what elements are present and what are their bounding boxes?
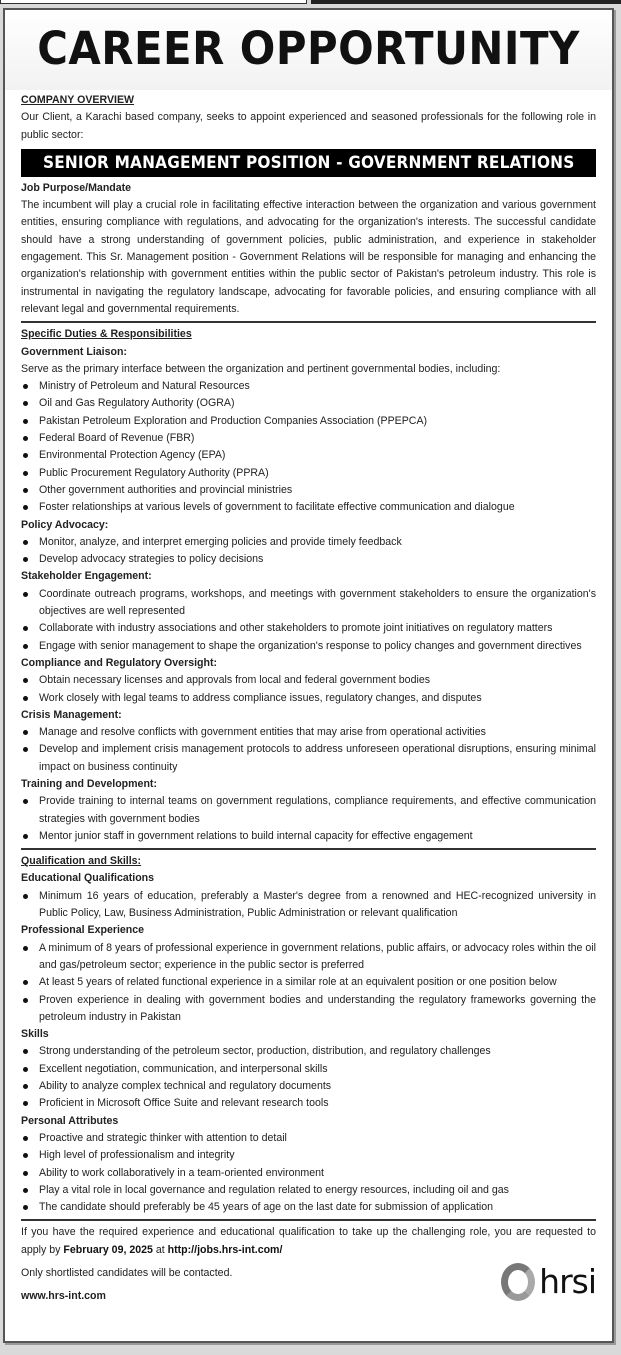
deadline-date: February 09, 2025: [63, 1243, 153, 1256]
list-item: At least 5 years of related functional experience in a similar role at an equivalent position or one position below: [21, 974, 596, 991]
apply-text-mid: at: [152, 1243, 168, 1256]
list-item: Other government authorities and provincial ministries: [21, 482, 596, 499]
government-liaison-list: [21, 378, 596, 516]
personal-attributes-list: [21, 1130, 596, 1216]
list-item: The candidate should preferably be 45 years of age on the last date for submission of application: [21, 1199, 596, 1216]
hrsi-logo: [501, 1263, 596, 1301]
crisis-management-list: [21, 724, 596, 776]
header-band: [5, 10, 612, 90]
apply-url-link[interactable]: http://jobs.hrs-int.com/: [167, 1243, 283, 1256]
list-item: Proactive and strategic thinker with attention to detail: [21, 1130, 596, 1147]
compliance-list: [21, 672, 596, 707]
list-item: Engage with senior management to shape the organization's response to policy changes and government directives: [21, 638, 596, 655]
list-item: Play a vital role in local governance and regulation related to energy resources, including oil and gas: [21, 1182, 596, 1199]
personal-attributes-heading: Personal Attributes: [21, 1114, 119, 1127]
footer: [21, 1259, 596, 1306]
top-strip-right: [311, 0, 621, 4]
list-item: Obtain necessary licenses and approvals from local and federal government bodies: [21, 672, 596, 689]
apply-text: If you have the required experience and educational qualification to take up the challenging role, you are requested to apply by: [21, 1226, 596, 1256]
divider: [21, 848, 596, 850]
list-item: Foster relationships at various levels of government to facilitate effective communication and dialogue: [21, 499, 596, 516]
duties-heading: Specific Duties & Responsibilities: [21, 328, 192, 341]
compliance-heading: Compliance and Regulatory Oversight:: [21, 656, 218, 669]
position-banner: [21, 149, 596, 177]
policy-advocacy-list: [21, 534, 596, 569]
government-liaison-heading: Government Liaison:: [21, 345, 127, 358]
job-advertisement: [3, 8, 614, 1343]
education-list: [21, 888, 596, 923]
list-item: Work closely with legal teams to address compliance issues, regulatory changes, and disputes: [21, 690, 596, 707]
list-item: Proficient in Microsoft Office Suite and relevant research tools: [21, 1095, 596, 1112]
list-item: Ability to analyze complex technical and regulatory documents: [21, 1078, 596, 1095]
company-overview-heading: COMPANY OVERVIEW: [21, 94, 135, 106]
list-item: A minimum of 8 years of professional experience in government relations, public affairs, or advocacy roles within the oil and gas/petroleum sector; experience in the public sector is preferred: [21, 940, 596, 975]
list-item: Oil and Gas Regulatory Authority (OGRA): [21, 395, 596, 412]
list-item: Strong understanding of the petroleum sector, production, distribution, and regulatory challenges: [21, 1043, 596, 1060]
list-item: Ability to work collaboratively in a team-oriented environment: [21, 1165, 596, 1182]
list-item: Coordinate outreach programs, workshops, and meetings with government stakeholders to ensure the organization's objectives are well represented: [21, 586, 596, 621]
job-purpose-heading: Job Purpose/Mandate: [21, 181, 132, 194]
government-liaison-intro: Serve as the primary interface between the organization and pertinent governmental bodies, including:: [21, 362, 501, 375]
list-item: Excellent negotiation, communication, and interpersonal skills: [21, 1061, 596, 1078]
list-item: High level of professionalism and integrity: [21, 1147, 596, 1164]
divider: [21, 321, 596, 323]
experience-list: [21, 940, 596, 1026]
ad-content: [21, 92, 596, 1306]
list-item: Minimum 16 years of education, preferably a Master's degree from a renowned and HEC-recognized university in Public Policy, Law, Business Administration, Public Administration or relevant qualification: [21, 888, 596, 923]
list-item: Collaborate with industry associations and other stakeholders to promote joint initiatives on regulatory matters: [21, 620, 596, 637]
stakeholder-engagement-list: [21, 586, 596, 655]
stakeholder-engagement-heading: Stakeholder Engagement:: [21, 570, 152, 583]
list-item: Develop and implement crisis management protocols to address unforeseen operational disruptions, ensuring minimal impact on business continuity: [21, 741, 596, 776]
list-item: Develop advocacy strategies to policy decisions: [21, 551, 596, 568]
crisis-management-heading: Crisis Management:: [21, 708, 122, 721]
experience-heading: Professional Experience: [21, 924, 145, 937]
qualifications-heading: Qualification and Skills:: [21, 855, 142, 868]
skills-list: [21, 1043, 596, 1112]
list-item: Monitor, analyze, and interpret emerging policies and provide timely feedback: [21, 534, 596, 551]
top-strip-left: [0, 0, 307, 4]
skills-heading: Skills: [21, 1028, 49, 1041]
ring-logo-icon: [501, 1263, 535, 1301]
training-list: [21, 793, 596, 845]
shortlist-note: Only shortlisted candidates will be contacted.: [21, 1267, 233, 1279]
company-overview-text: Our Client, a Karachi based company, seeks to appoint experienced and seasoned professionals for the following role in public sector:: [21, 111, 596, 141]
list-item: Manage and resolve conflicts with government entities that may arise from operational activities: [21, 724, 596, 741]
job-purpose-text: The incumbent will play a crucial role in facilitating effective interaction between the organization and various government entities, ensuring compliance with regulations, and advocating for the organization's interests. The successful candidate should have a strong understanding of government policies, public administration, and experience in stakeholder engagement. This Sr. Management position - Government Relations will be responsible for managing and enhancing the organization's relationship with government entities within the public sector of Pakistan's petroleum industry. This role is instrumental in navigating the regulatory landscape, advocating for favorable policies, and ensuring compliance with all relevant legal and governmental requirements.: [21, 199, 596, 315]
website-link[interactable]: www.hrs-int.com: [21, 1290, 106, 1303]
page-title: CAREER OPPORTUNITY: [37, 22, 580, 75]
apply-instructions: [21, 1224, 596, 1259]
education-heading: Educational Qualifications: [21, 872, 155, 885]
logo-text: hrsi: [539, 1262, 596, 1301]
list-item: Mentor junior staff in government relations to build internal capacity for effective engagement: [21, 828, 596, 845]
policy-advocacy-heading: Policy Advocacy:: [21, 518, 109, 531]
list-item: Ministry of Petroleum and Natural Resources: [21, 378, 596, 395]
training-heading: Training and Development:: [21, 777, 157, 790]
top-strip: [0, 0, 621, 6]
list-item: Public Procurement Regulatory Authority (PPRA): [21, 465, 596, 482]
divider: [21, 1219, 596, 1221]
list-item: Provide training to internal teams on government regulations, compliance requirements, and effective communication strategies with government bodies: [21, 793, 596, 828]
list-item: Pakistan Petroleum Exploration and Production Companies Association (PPEPCA): [21, 413, 596, 430]
list-item: Environmental Protection Agency (EPA): [21, 447, 596, 464]
position-banner-label: SENIOR MANAGEMENT POSITION - GOVERNMENT RELATIONS: [42, 152, 575, 172]
list-item: Federal Board of Revenue (FBR): [21, 430, 596, 447]
list-item: Proven experience in dealing with government bodies and understanding the regulatory frameworks governing the petroleum industry in Pakistan: [21, 992, 596, 1027]
